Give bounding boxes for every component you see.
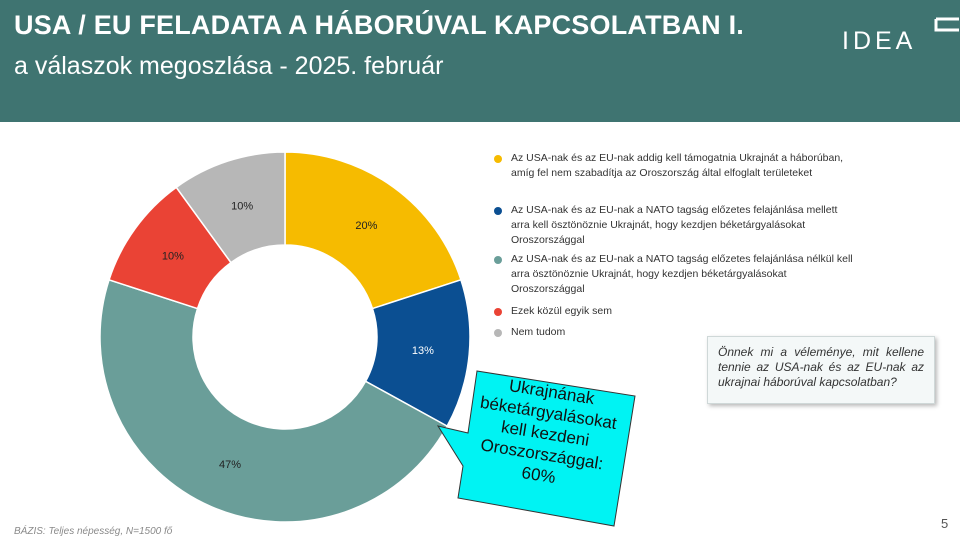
legend-marker [494, 155, 502, 163]
legend-label: Ezek közül egyik sem [511, 305, 612, 317]
legend-marker [494, 256, 502, 264]
logo-text: IDEA [842, 27, 917, 55]
slice-label: 47% [218, 459, 242, 472]
legend-marker [494, 308, 502, 316]
legend-item [494, 203, 854, 248]
page-number: 5 [941, 516, 949, 531]
slice-label: 20% [355, 219, 378, 232]
legend-item [494, 151, 854, 181]
legend-marker [494, 207, 502, 215]
slice-label: 10% [161, 250, 184, 263]
callout-text: Ukrajnának béketárgyalásokat kell kezdeni Oroszországgal: 60% [478, 375, 619, 488]
legend-label: Az USA-nak és az EU-nak a NATO tagság előzetes felajánlása mellett arra kell ösztönöznie Ukrajnát, hogy kezdjen béketárgyalásokat Oroszországgal [511, 204, 838, 246]
legend-label: Az USA-nak és az EU-nak addig kell támogatnia Ukrajnát a háborúban, amíg fel nem szabadítja az Oroszország által elfoglalt területeket [511, 152, 844, 179]
slice-label: 10% [231, 200, 254, 213]
page-title: USA / EU FELADATA A HÁBORÚVAL KAPCSOLATBAN I. [14, 10, 744, 40]
legend-marker [494, 329, 502, 337]
slice-label: 13% [411, 345, 434, 358]
legend-label: Nem tudom [511, 326, 566, 338]
legend-item [494, 252, 854, 297]
legend-label: Az USA-nak és az EU-nak a NATO tagság előzetes felajánlása nélkül kell arra ösztönöznie Ukrajnát, hogy kezdjen béketárgyalásokat Oroszországgal [511, 253, 853, 295]
basis-note: BÁZIS: Teljes népesség, N=1500 fő [14, 526, 173, 537]
page-subtitle: a válaszok megoszlása - 2025. február [14, 52, 444, 80]
survey-question-box: Önnek mi a véleménye, mit kellene tennie az USA-nak és az EU-nak az ukrajnai háborúval kapcsolatban? [707, 336, 935, 404]
legend-item [494, 304, 854, 319]
